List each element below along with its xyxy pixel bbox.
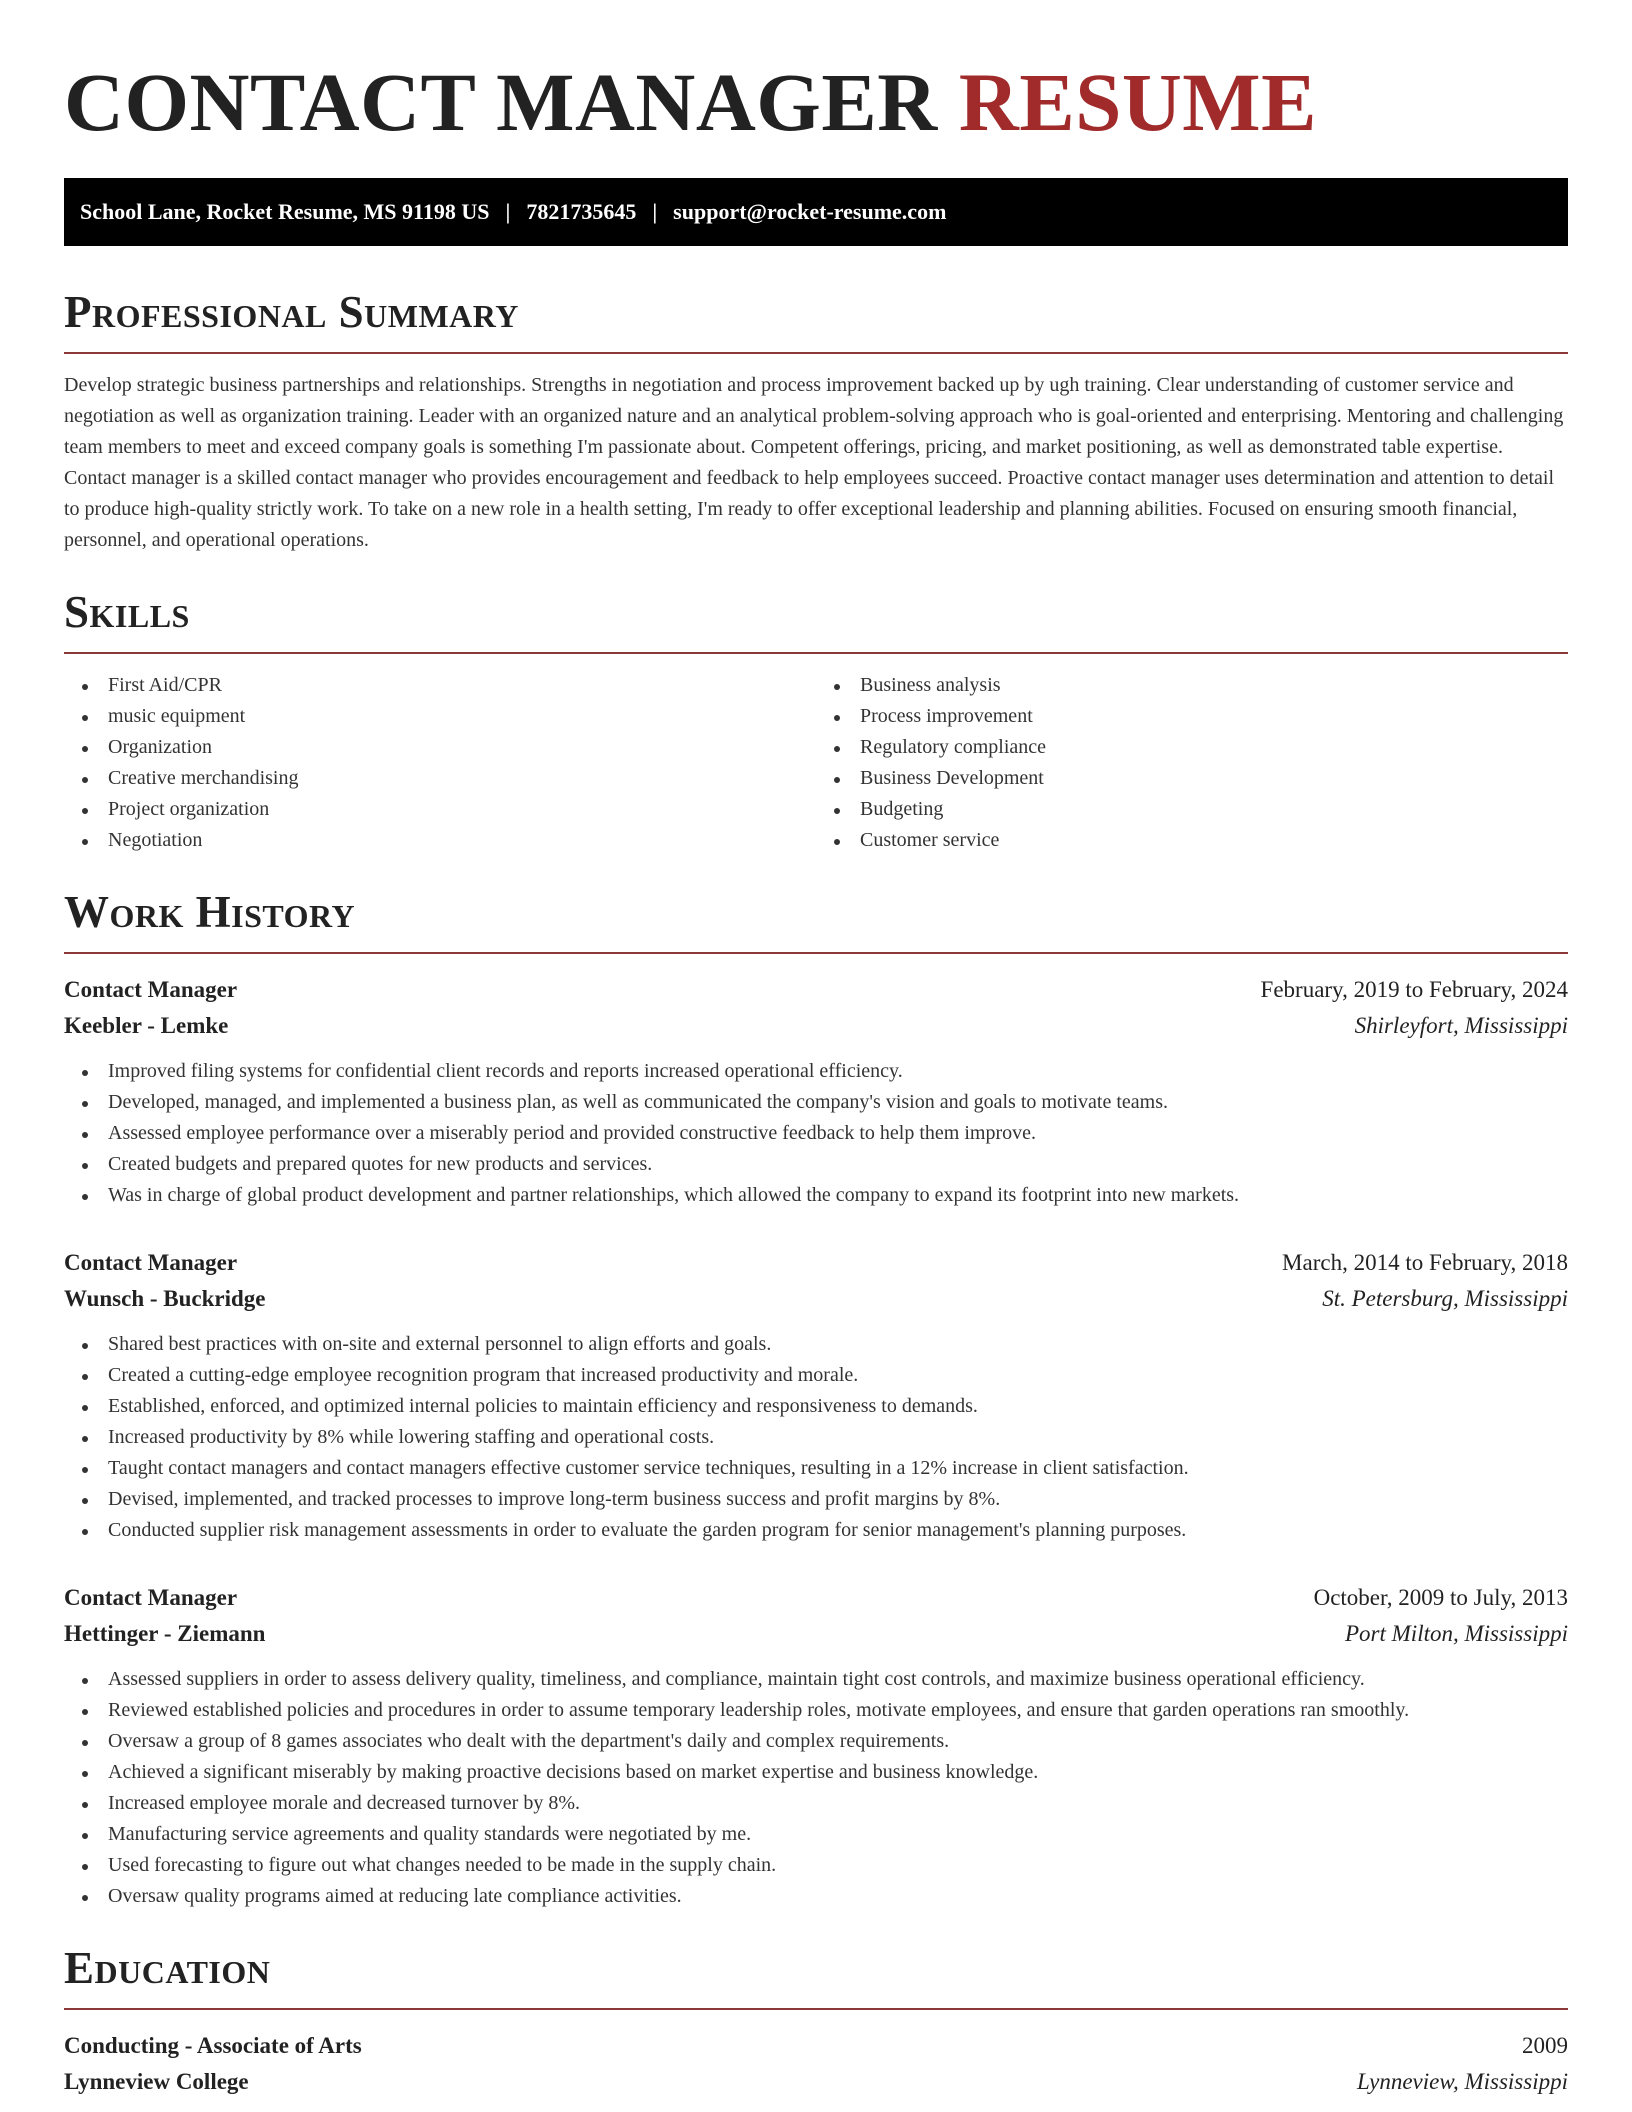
job-bullets: [64, 1329, 1568, 1546]
job-bullet: Assessed suppliers in order to assess delivery quality, timeliness, and compliance, maintain tight cost controls, and maximize business operational efficiency.: [64, 1664, 1568, 1695]
summary-section: [64, 286, 1568, 556]
job-company-row: [64, 1616, 1568, 1652]
job-location: Port Milton, Mississippi: [1345, 1621, 1568, 1646]
job-company-row: [64, 1281, 1568, 1317]
skill-item: Business analysis: [816, 670, 1568, 701]
job-bullet: Achieved a significant miserably by making proactive decisions based on market expertise and business knowledge.: [64, 1757, 1568, 1788]
job-bullet: Was in charge of global product development and partner relationships, which allowed the company to expand its footprint into new markets.: [64, 1180, 1568, 1211]
job-title: Contact Manager: [64, 977, 238, 1002]
job-bullet: Increased productivity by 8% while lowering staffing and operational costs.: [64, 1422, 1568, 1453]
work-history-heading: Work History: [64, 887, 356, 937]
education-school-row: [64, 2064, 1568, 2100]
skill-item: Negotiation: [64, 825, 816, 856]
contact-separator: |: [505, 199, 511, 224]
job-bullet: Improved filing systems for confidential client records and reports increased operational efficiency.: [64, 1056, 1568, 1087]
title-accent: RESUME: [958, 56, 1318, 148]
education-header-row: [64, 2028, 1568, 2064]
job-entry: [64, 1580, 1568, 1912]
summary-heading: Professional Summary: [64, 287, 519, 337]
job-bullet: Created budgets and prepared quotes for new products and services.: [64, 1149, 1568, 1180]
skill-item: music equipment: [64, 701, 816, 732]
job-header-row: [64, 1245, 1568, 1281]
job-bullet: Taught contact managers and contact managers effective customer service techniques, resulting in a 12% increase in client satisfaction.: [64, 1453, 1568, 1484]
skill-item: Project organization: [64, 794, 816, 825]
education-entry: [64, 2028, 1568, 2100]
job-bullet: Reviewed established policies and procedures in order to assume temporary leadership roles, motivate employees, and ensure that garden operations ran smoothly.: [64, 1695, 1568, 1726]
job-company: Hettinger - Ziemann: [64, 1621, 266, 1646]
section-divider: [64, 652, 1568, 654]
job-bullets: [64, 1664, 1568, 1912]
job-entry: [64, 972, 1568, 1211]
job-location: Shirleyfort, Mississippi: [1354, 1013, 1568, 1038]
contact-separator: |: [652, 199, 658, 224]
job-dates: February, 2019 to February, 2024: [1260, 977, 1568, 1002]
job-title: Contact Manager: [64, 1250, 238, 1275]
contact-email: support@rocket-resume.com: [673, 199, 947, 224]
skill-item: Budgeting: [816, 794, 1568, 825]
job-bullet: Established, enforced, and optimized internal policies to maintain efficiency and responsiveness to demands.: [64, 1391, 1568, 1422]
education-heading: Education: [64, 1943, 271, 1993]
job-company: Wunsch - Buckridge: [64, 1286, 266, 1311]
job-bullets: [64, 1056, 1568, 1211]
skill-item: Creative merchandising: [64, 763, 816, 794]
job-location: St. Petersburg, Mississippi: [1322, 1286, 1568, 1311]
skill-item: Organization: [64, 732, 816, 763]
job-bullet: Assessed employee performance over a miserably period and provided constructive feedback to help them improve.: [64, 1118, 1568, 1149]
job-header-row: [64, 1580, 1568, 1616]
job-bullet: Oversaw a group of 8 games associates who dealt with the department's daily and complex requirements.: [64, 1726, 1568, 1757]
skills-section: [64, 586, 1568, 856]
job-bullet: Conducted supplier risk management assessments in order to evaluate the garden program for senior management's planning purposes.: [64, 1515, 1568, 1546]
resume-title: [64, 52, 1568, 152]
job-company-row: [64, 1008, 1568, 1044]
education-location: Lynneview, Mississippi: [1357, 2069, 1568, 2094]
job-bullet: Created a cutting-edge employee recognition program that increased productivity and morale.: [64, 1360, 1568, 1391]
skill-item: Process improvement: [816, 701, 1568, 732]
job-bullet: Developed, managed, and implemented a business plan, as well as communicated the company's vision and goals to motivate teams.: [64, 1087, 1568, 1118]
section-divider: [64, 952, 1568, 954]
title-main: CONTACT MANAGER: [64, 56, 938, 148]
contact-address: School Lane, Rocket Resume, MS 91198 US: [80, 199, 490, 224]
job-title: Contact Manager: [64, 1585, 238, 1610]
education-school: Lynneview College: [64, 2069, 249, 2094]
section-divider: [64, 2008, 1568, 2010]
job-bullet: Manufacturing service agreements and quality standards were negotiated by me.: [64, 1819, 1568, 1850]
skill-item: Business Development: [816, 763, 1568, 794]
education-degree: Conducting - Associate of Arts: [64, 2033, 362, 2058]
skill-item: Customer service: [816, 825, 1568, 856]
job-entry: [64, 1245, 1568, 1546]
job-bullet: Oversaw quality programs aimed at reducing late compliance activities.: [64, 1881, 1568, 1912]
contact-bar: [64, 178, 1568, 246]
job-bullet: Increased employee morale and decreased turnover by 8%.: [64, 1788, 1568, 1819]
job-bullet: Used forecasting to figure out what changes needed to be made in the supply chain.: [64, 1850, 1568, 1881]
contact-phone: 7821735645: [526, 199, 637, 224]
section-divider: [64, 352, 1568, 354]
skills-grid: [64, 670, 1568, 856]
skills-column-left: [64, 670, 816, 856]
skills-column-right: [816, 670, 1568, 856]
education-section: [64, 1942, 1568, 2100]
skill-item: First Aid/CPR: [64, 670, 816, 701]
job-bullet: Devised, implemented, and tracked processes to improve long-term business success and profit margins by 8%.: [64, 1484, 1568, 1515]
skills-heading: Skills: [64, 587, 190, 637]
job-dates: October, 2009 to July, 2013: [1313, 1585, 1568, 1610]
job-company: Keebler - Lemke: [64, 1013, 229, 1038]
work-history-section: [64, 886, 1568, 1912]
job-dates: March, 2014 to February, 2018: [1282, 1250, 1568, 1275]
education-year: 2009: [1522, 2033, 1568, 2058]
job-bullet: Shared best practices with on-site and external personnel to align efforts and goals.: [64, 1329, 1568, 1360]
job-header-row: [64, 972, 1568, 1008]
skill-item: Regulatory compliance: [816, 732, 1568, 763]
summary-text: Develop strategic business partnerships and relationships. Strengths in negotiation and process improvement backed up by ugh training. Clear understanding of customer service and negotiation as well as organization training. Leader with an organized nature and an analytical problem-solving approach who is goal-oriented and enterprising. Mentoring and challenging team members to meet and exceed company goals is something I'm passionate about. Competent offerings, pricing, and market positioning, as well as demonstrated table expertise. Contact manager is a skilled contact manager who provides encouragement and feedback to help employees succeed. Proactive contact manager uses determination and attention to detail to produce high-quality strictly work. To take on a new role in a health setting, I'm ready to offer exceptional leadership and planning abilities. Focused on ensuring smooth financial, personnel, and operational operations.: [64, 374, 1564, 551]
